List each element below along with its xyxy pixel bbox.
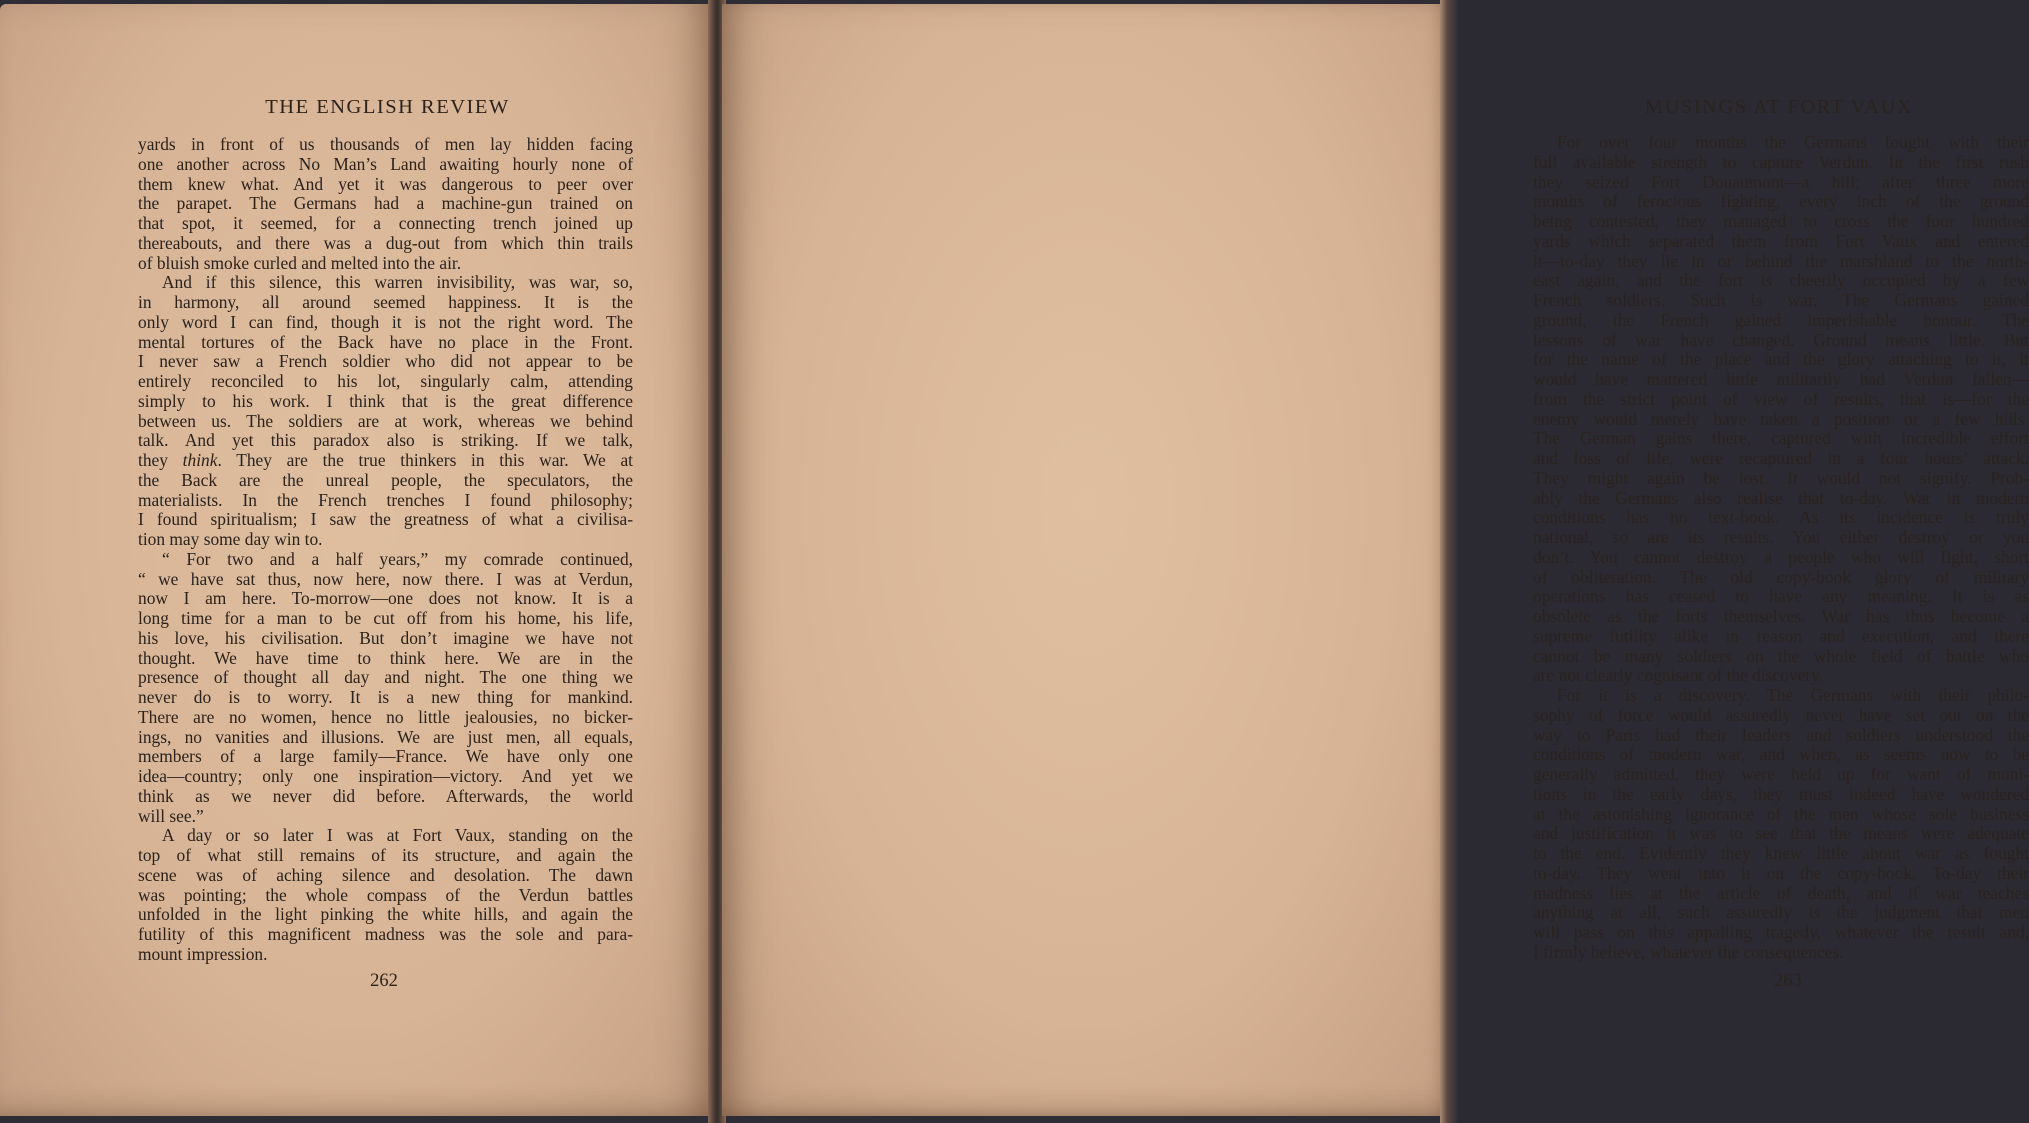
text-line: the Back are the unreal people, the speculators, the [138, 469, 633, 490]
text-line: them knew what. And yet it was dangerous to peer over [138, 173, 633, 194]
right-page [722, 4, 2029, 1116]
text-line: only word I can find, though it is not the right word. The [138, 311, 633, 332]
text-line: and loss of life, were recaptured in a four hours’ attack. [1533, 448, 2029, 468]
text-line: They might again be lost. It would not signify. Prob- [1533, 467, 2029, 488]
text-line: from the strict point of view of results, that is—for the [1533, 388, 2029, 409]
right-page-body [1533, 133, 2029, 963]
text-line: There are no women, hence no little jealousies, no bicker- [138, 706, 633, 727]
text-line: thought. We have time to think here. We are in the [138, 647, 633, 668]
text-line: “ For two and a half years,” my comrade continued, [162, 548, 633, 569]
text-line: long time for a man to be cut off from his home, his life, [138, 608, 633, 628]
text-line: simply to his work. I think that is the great difference [138, 390, 633, 411]
text-line: idea—country; only one inspiration—victory. And yet we [138, 766, 633, 786]
text-line: presence of thought all day and night. The one thing we [138, 667, 633, 688]
text-line: of bluish smoke curled and melted into the air. [138, 252, 462, 273]
text-line: “ we have sat thus, now here, now there. I was at Verdun, [138, 568, 633, 589]
text-line: talk. And yet this paradox also is striking. If we talk, [138, 430, 633, 451]
text-line: they seized Fort Douaumont—a hill; after three more [1533, 171, 2029, 192]
text-line: anything at all, such assuredly is the judgment that men [1533, 902, 2029, 923]
text-line: in harmony, all around seemed happiness. It is the [138, 292, 633, 312]
text-line: that spot, it seemed, for a connecting trench joined up [138, 213, 633, 233]
running-head-right: MUSINGS AT FORT VAUX [1644, 96, 1914, 118]
text-line: mount impression. [138, 943, 268, 964]
text-line: French soldiers. Such is war. The Germans gained [1533, 290, 2029, 310]
text-line: entirely reconciled to his lot, singularly calm, attending [138, 371, 633, 391]
text-line: will see.” [138, 805, 204, 826]
text-line: obsolete as the forts themselves. War has thus become a [1533, 606, 2029, 626]
text-line: and justification it was to see that the means were adequate [1533, 823, 2029, 844]
left-page [0, 4, 712, 1116]
text-line: way to Paris had their leaders and soldiers understood the [1533, 724, 2029, 745]
text-line: The German gains there, captured with incredible effort [1533, 428, 2029, 449]
text-line: the parapet. The Germans had a machine-gun trained on [138, 193, 633, 214]
text-line: it—to-day they lie in or behind the marshland to the north- [1533, 250, 2029, 271]
text-line: materialists. In the French trenches I found philosophy; [138, 489, 633, 510]
text-line: scene was of aching silence and desolation. The dawn [138, 864, 633, 885]
text-line: I found spiritualism; I saw the greatness of what a civilisa- [138, 509, 633, 530]
text-line: of obliteration. The old copy-book glory of military [1533, 566, 2029, 587]
text-line: supreme futility alike in reason and execution, and there [1533, 625, 2029, 646]
text-line: at the astonishing ignorance of the men whose sole business [1533, 803, 2029, 824]
running-head-left: THE ENGLISH REVIEW [265, 96, 510, 118]
text-line: conditions of modern war, and when, as seems now to be [1533, 744, 2029, 765]
text-line: never do is to worry. It is a new thing for mankind. [138, 687, 633, 707]
text-line: are not clearly cognisant of the discovery. [1533, 665, 1824, 686]
text-line: yards in front of us thousands of men lay hidden facing [138, 134, 633, 154]
text-line: being contested, they managed to cross the four hundred [1533, 211, 2029, 231]
page-edges [1440, 0, 1458, 1123]
text-line: for the name of the place and the glory attaching to it, it [1533, 349, 2029, 370]
text-line: generally admitted, they were held up for want of muni- [1533, 764, 2029, 784]
text-line: ground, the French gained imperishable honour. The [1533, 309, 2029, 330]
text-line: For over four months the Germans fought with their [1557, 132, 2029, 152]
text-line: his love, his civilisation. But don’t imagine we have not [138, 627, 633, 648]
text-line: enemy would merely have taken a position or a few hills. [1533, 408, 2029, 429]
text-line: madness lies at the article of death, and if war teaches [1533, 882, 2029, 903]
text-line: mental tortures of the Back have no place in the Front. [138, 331, 633, 352]
text-line: tion may some day win to. [138, 529, 323, 549]
text-line: For it is a discovery. The Germans with their philo- [1557, 685, 2029, 705]
text-line: And if this silence, this warren invisibility, was war, so, [162, 272, 633, 293]
text-line: will pass on this appalling tragedy, whatever the result and, [1533, 922, 2029, 942]
text-line: one another across No Man’s Land awaiting hourly none of [138, 153, 633, 174]
text-line: to the end. Evidently they knew little about war as fought [1533, 843, 2029, 863]
text-line: top of what still remains of its structure, and again the [138, 845, 633, 865]
left-page-body [138, 135, 633, 965]
text-line: members of a large family—France. We have only one [138, 746, 633, 767]
text-line: unfolded in the light pinking the white hills, and again the [138, 904, 633, 925]
text-line: yards which separated them from Fort Vaux and entered [1533, 230, 2029, 251]
text-line: now I am here. To-morrow—one does not know. It is a [138, 588, 633, 609]
text-line: months of ferocious fighting, every inch of the ground [1533, 191, 2029, 212]
page-number-left: 262 [370, 971, 398, 991]
text-line: would have mattered little militarily had Verdun fallen— [1533, 369, 2029, 389]
text-line: conditions has no text-book. As its incidence is truly [1533, 507, 2029, 528]
text-line: national, so are its results. You either destroy or you [1533, 527, 2029, 547]
text-line: ably the Germans also realise that to-day. War in modern [1533, 487, 2029, 508]
text-line: don’t. You cannot destroy a people who will fight, short [1533, 546, 2029, 567]
text-line: futility of this magnificent madness was the sole and para- [138, 924, 633, 944]
text-line: I never saw a French soldier who did not appear to be [138, 351, 633, 372]
text-line: operations has ceased to have any meaning. It is as [1533, 586, 2029, 607]
text-line: between us. The soldiers are at work, whereas we behind [138, 410, 633, 431]
text-line: they think. They are the true thinkers in this war. We at [138, 450, 633, 470]
text-line: ings, no vanities and illusions. We are just men, all equals, [138, 726, 633, 747]
text-line: think as we never did before. Afterwards, the world [138, 785, 633, 806]
text-line: to-day. They went into it on the copy-book. To-day their [1533, 862, 2029, 883]
text-line: lessons of war have changed. Ground means little. But [1533, 329, 2029, 350]
text-line: A day or so later I was at Fort Vaux, standing on the [162, 825, 633, 846]
text-line: was pointing; the whole compass of the Verdun battles [138, 884, 633, 905]
text-line: east again, and the fort is cheerily occupied by a few [1533, 270, 2029, 291]
text-line: tions in the early days, they must indeed have wondered [1533, 783, 2029, 804]
text-line: full available strength to capture Verdun. In the first rush [1533, 151, 2029, 172]
text-line: I firmly believe, whatever the consequences. [1533, 941, 1844, 962]
text-line: thereabouts, and there was a dug-out from which thin trails [138, 232, 633, 253]
text-line: sophy of force would assuredly never have set out on the [1533, 704, 2029, 725]
page-number-right: 263 [1774, 971, 1802, 991]
text-line: cannot be many soldiers on the whole field of battle who [1533, 645, 2029, 666]
